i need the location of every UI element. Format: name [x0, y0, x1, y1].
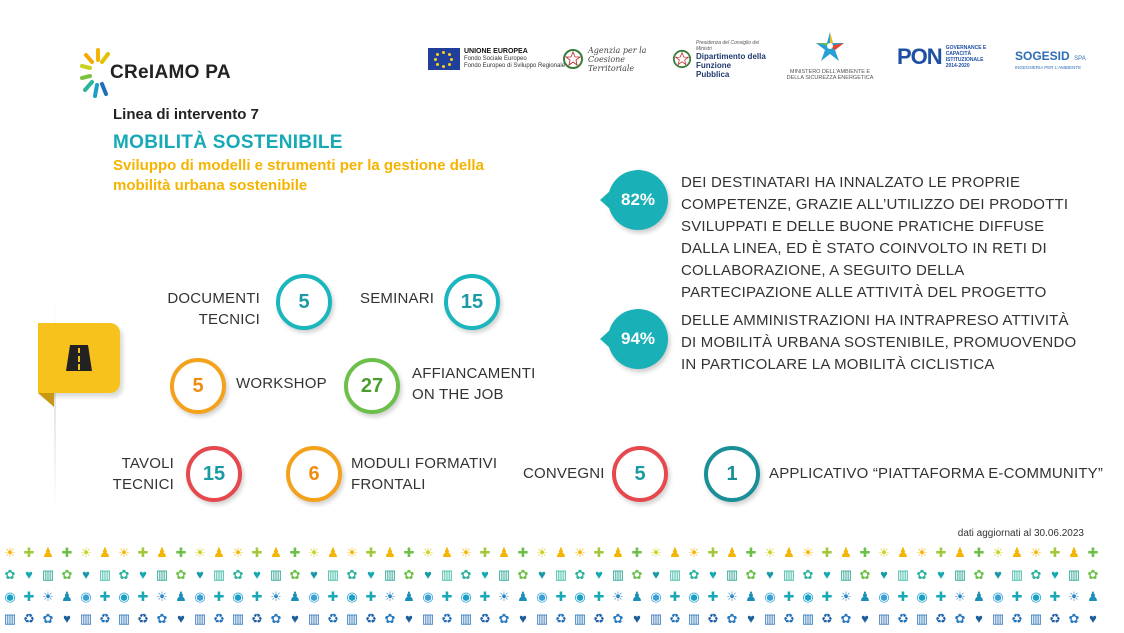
bin-icon: ▥: [383, 567, 397, 582]
leaf-icon: ✿: [612, 611, 624, 626]
bin-icon: ▥: [1029, 611, 1043, 626]
sun-icon: ☀: [346, 545, 358, 560]
bin-icon: ▥: [763, 611, 777, 626]
leaf-icon: ✿: [4, 567, 16, 582]
heart-icon: ♥: [139, 567, 147, 582]
recycle-icon: ♻: [593, 611, 605, 626]
pon-sub: GOVERNANCE E CAPACITÀ ISTITUZIONALE 2014-2020: [945, 45, 987, 69]
person-icon: ♟: [61, 589, 73, 604]
bin-icon: ▥: [1010, 567, 1024, 582]
globe-icon: ◉: [688, 589, 700, 604]
icon-pattern: [0, 542, 1124, 633]
bin-icon: ▥: [345, 611, 359, 626]
sun-icon: ☀: [536, 545, 548, 560]
recycle-icon: ♻: [1011, 611, 1023, 626]
sun-icon: ☀: [270, 589, 282, 604]
stat-value-2: 94%: [608, 309, 668, 369]
moduli-value: 6: [286, 446, 342, 502]
person-icon: ♟: [745, 589, 757, 604]
heart-icon: ♥: [291, 611, 299, 626]
plus-icon: ✚: [555, 589, 567, 604]
sogesid-text: SOGESID: [1015, 49, 1070, 63]
leaf-icon: ✿: [289, 567, 301, 582]
plus-icon: ✚: [1011, 589, 1023, 604]
sun-icon: ☀: [156, 589, 168, 604]
leaf-icon: ✿: [61, 567, 73, 582]
leaf-icon: ✿: [802, 567, 814, 582]
recycle-icon: ♻: [707, 611, 719, 626]
leaf-icon: ✿: [688, 567, 700, 582]
sun-icon: ☀: [498, 589, 510, 604]
bin-icon: ▥: [554, 567, 568, 582]
globe-icon: ◉: [194, 589, 206, 604]
globe-icon: ◉: [118, 589, 130, 604]
bin-icon: ▥: [307, 611, 321, 626]
recycle-icon: ♻: [479, 611, 491, 626]
globe-icon: ◉: [992, 589, 1004, 604]
leaf-icon: ✿: [916, 567, 928, 582]
stat-text-1: DEI DESTINATARI HA INNALZATO LE PROPRIE COMPETENZE, GRAZIE ALL’UTILIZZO DEI PRODOTTI SVILUPPATI E DELLE BUONE PRATICHE DIFFUSE DALLA LINEA, ED È STATO COINVOLTO IN RETI DI COLLABORAZIONE, A SEGUITO DELLA PARTECIPAZIONE ALLE ATTIVITÀ DEL PROGETTO: [681, 174, 1069, 301]
leaf-icon: ✿: [517, 567, 529, 582]
plus-icon: ✚: [745, 545, 757, 560]
bin-icon: ▥: [326, 567, 340, 582]
bin-icon: ▥: [155, 567, 169, 582]
globe-icon: ◉: [650, 589, 662, 604]
heart-icon: ♥: [253, 567, 261, 582]
person-icon: ♟: [1011, 545, 1023, 560]
road-badge: [38, 323, 120, 393]
plus-icon: ✚: [897, 589, 909, 604]
person-icon: ♟: [403, 589, 415, 604]
plus-icon: ✚: [99, 589, 111, 604]
person-icon: ♟: [783, 545, 795, 560]
person-icon: ♟: [384, 545, 396, 560]
sun-icon: ☀: [764, 545, 776, 560]
bin-icon: ▥: [611, 567, 625, 582]
sun-icon: ☀: [384, 589, 396, 604]
heart-icon: ♥: [823, 567, 831, 582]
recycle-icon: ♻: [1049, 611, 1061, 626]
heart-icon: ♥: [652, 567, 660, 582]
bin-icon: ▥: [573, 611, 587, 626]
leaf-icon: ✿: [574, 567, 586, 582]
globe-icon: ◉: [422, 589, 434, 604]
plus-icon: ✚: [935, 545, 947, 560]
leaf-icon: ✿: [42, 611, 54, 626]
plus-icon: ✚: [707, 589, 719, 604]
sun-icon: ☀: [992, 545, 1004, 560]
heart-icon: ♥: [1089, 611, 1097, 626]
heart-icon: ♥: [709, 567, 717, 582]
plus-icon: ✚: [403, 545, 415, 560]
bin-icon: ▥: [41, 567, 55, 582]
person-icon: ♟: [726, 545, 738, 560]
heart-icon: ♥: [766, 567, 774, 582]
globe-icon: ◉: [574, 589, 586, 604]
person-icon: ♟: [1087, 589, 1099, 604]
heart-icon: ♥: [519, 611, 527, 626]
eu-line2: Fondo Europeo di Sviluppo Regionale: [464, 63, 566, 69]
leaf-icon: ✿: [270, 611, 282, 626]
sun-icon: ☀: [688, 545, 700, 560]
globe-icon: ◉: [1030, 589, 1042, 604]
bin-icon: ▥: [649, 611, 663, 626]
person-icon: ♟: [213, 545, 225, 560]
plus-icon: ✚: [23, 589, 35, 604]
documenti-value: 5: [276, 274, 332, 330]
heart-icon: ♥: [633, 611, 641, 626]
heart-icon: ♥: [481, 567, 489, 582]
seminari-label: SEMINARI: [360, 290, 435, 307]
person-icon: ♟: [612, 545, 624, 560]
plus-icon: ✚: [479, 589, 491, 604]
plus-icon: ✚: [935, 589, 947, 604]
globe-icon: ◉: [308, 589, 320, 604]
sogesid-spa: SPA: [1074, 56, 1086, 62]
convegni-label: CONVEGNI: [523, 465, 605, 482]
sun-icon: ☀: [460, 545, 472, 560]
stat-text-2: DELLE AMMINISTRAZIONI HA INTRAPRESO ATTIVITÀ DI MOBILITÀ URBANA SOSTENIBILE, PROMUOVENDO IN PARTICOLARE LA MOBILITÀ CICLISTICA: [681, 312, 1077, 373]
leaf-icon: ✿: [973, 567, 985, 582]
plus-icon: ✚: [1049, 545, 1061, 560]
globe-icon: ◉: [80, 589, 92, 604]
plus-icon: ✚: [23, 545, 35, 560]
seminari-value: 15: [444, 274, 500, 330]
plus-icon: ✚: [251, 589, 263, 604]
emblem-icon: [672, 48, 692, 70]
recycle-icon: ♻: [327, 611, 339, 626]
leaf-icon: ✿: [346, 567, 358, 582]
leaf-icon: ✿: [1030, 567, 1042, 582]
sun-icon: ☀: [878, 545, 890, 560]
bin-icon: ▥: [801, 611, 815, 626]
person-icon: ♟: [42, 545, 54, 560]
bin-icon: ▥: [231, 611, 245, 626]
sun-icon: ☀: [802, 545, 814, 560]
globe-icon: ◉: [460, 589, 472, 604]
bin-icon: ▥: [421, 611, 435, 626]
heart-icon: ♥: [975, 611, 983, 626]
bin-icon: ▥: [193, 611, 207, 626]
affiancamenti-value: 27: [344, 358, 400, 414]
sun-icon: ☀: [80, 545, 92, 560]
road-icon: [38, 323, 120, 393]
sun-icon: ☀: [194, 545, 206, 560]
heart-icon: ♥: [747, 611, 755, 626]
plus-icon: ✚: [707, 545, 719, 560]
leaf-icon: ✿: [745, 567, 757, 582]
leaf-icon: ✿: [840, 611, 852, 626]
heart-icon: ♥: [861, 611, 869, 626]
plus-icon: ✚: [1049, 589, 1061, 604]
globe-icon: ◉: [536, 589, 548, 604]
bin-icon: ▥: [79, 611, 93, 626]
person-icon: ♟: [99, 545, 111, 560]
plus-icon: ✚: [631, 545, 643, 560]
bin-icon: ▥: [839, 567, 853, 582]
plus-icon: ✚: [289, 545, 301, 560]
bin-icon: ▥: [668, 567, 682, 582]
tavoli-value: 15: [186, 446, 242, 502]
documenti-label: DOCUMENTI TECNICI: [167, 290, 260, 328]
pon-logo: [897, 42, 990, 72]
affiancamenti-label: AFFIANCAMENTI ON THE JOB: [412, 365, 536, 403]
person-icon: ♟: [270, 545, 282, 560]
bin-icon: ▥: [269, 567, 283, 582]
heart-icon: ♥: [367, 567, 375, 582]
leaf-icon: ✿: [384, 611, 396, 626]
bin-icon: ▥: [212, 567, 226, 582]
plus-icon: ✚: [327, 589, 339, 604]
person-icon: ♟: [897, 545, 909, 560]
heart-icon: ♥: [177, 611, 185, 626]
person-icon: ♟: [1068, 545, 1080, 560]
applicativo-value: 1: [704, 446, 760, 502]
stat-value-1: 82%: [608, 170, 668, 230]
applicativo-label: APPLICATIVO “PIATTAFORMA E-COMMUNITY”: [769, 465, 1104, 482]
heart-icon: ♥: [595, 567, 603, 582]
eu-logo: [428, 44, 565, 74]
sun-icon: ☀: [308, 545, 320, 560]
person-icon: ♟: [840, 545, 852, 560]
person-icon: ♟: [517, 589, 529, 604]
sun-icon: ☀: [4, 545, 16, 560]
emblem-icon: [562, 47, 584, 71]
person-icon: ♟: [669, 545, 681, 560]
star-icon: [812, 30, 848, 64]
eu-flag-icon: [428, 48, 460, 70]
plus-icon: ✚: [821, 545, 833, 560]
recycle-icon: ♻: [23, 611, 35, 626]
bin-icon: ▥: [782, 567, 796, 582]
heart-icon: ♥: [82, 567, 90, 582]
leaf-icon: ✿: [232, 567, 244, 582]
leaf-icon: ✿: [954, 611, 966, 626]
plus-icon: ✚: [593, 589, 605, 604]
bin-icon: ▥: [915, 611, 929, 626]
plus-icon: ✚: [1087, 545, 1099, 560]
plus-icon: ✚: [973, 545, 985, 560]
bin-icon: ▥: [725, 567, 739, 582]
plus-icon: ✚: [441, 589, 453, 604]
workshop-label: WORKSHOP: [236, 375, 327, 392]
plus-icon: ✚: [517, 545, 529, 560]
ministero-text: MINISTERO DELL'AMBIENTE E DELLA SICUREZZA ENERGETICA: [786, 69, 874, 81]
person-icon: ♟: [156, 545, 168, 560]
moduli-label: MODULI FORMATIVI FRONTALI: [351, 455, 498, 493]
plus-icon: ✚: [213, 589, 225, 604]
badge-fold: [38, 393, 54, 407]
recycle-icon: ♻: [783, 611, 795, 626]
globe-icon: ◉: [916, 589, 928, 604]
sogesid-sub: INGEGNERIA PER L'AMBIENTE: [1015, 65, 1082, 70]
plus-icon: ✚: [137, 545, 149, 560]
heart-icon: ♥: [937, 567, 945, 582]
leaf-icon: ✿: [859, 567, 871, 582]
sun-icon: ☀: [42, 589, 54, 604]
sun-icon: ☀: [840, 589, 852, 604]
heart-icon: ♥: [880, 567, 888, 582]
leaf-icon: ✿: [403, 567, 415, 582]
agenzia-logo: [562, 44, 650, 74]
tavoli-label: TAVOLI TECNICI: [112, 455, 174, 493]
plus-icon: ✚: [593, 545, 605, 560]
bin-icon: ▥: [896, 567, 910, 582]
bin-icon: ▥: [877, 611, 891, 626]
sun-icon: ☀: [118, 545, 130, 560]
person-icon: ♟: [175, 589, 187, 604]
bin-icon: ▥: [953, 567, 967, 582]
heart-icon: ♥: [196, 567, 204, 582]
convegni-value: 5: [612, 446, 668, 502]
recycle-icon: ♻: [365, 611, 377, 626]
leaf-icon: ✿: [118, 567, 130, 582]
bin-icon: ▥: [98, 567, 112, 582]
sun-icon: ☀: [232, 545, 244, 560]
bin-icon: ▥: [991, 611, 1005, 626]
sun-icon: ☀: [916, 545, 928, 560]
leaf-icon: ✿: [156, 611, 168, 626]
person-icon: ♟: [327, 545, 339, 560]
plus-icon: ✚: [783, 589, 795, 604]
recycle-icon: ♻: [213, 611, 225, 626]
eu-title: UNIONE EUROPEA: [464, 48, 528, 55]
recycle-icon: ♻: [935, 611, 947, 626]
plus-icon: ✚: [175, 545, 187, 560]
sogesid-logo: [1015, 47, 1086, 70]
logo: [80, 48, 108, 100]
plus-icon: ✚: [61, 545, 73, 560]
leaf-icon: ✿: [460, 567, 472, 582]
leaf-icon: ✿: [1068, 611, 1080, 626]
heart-icon: ♥: [538, 567, 546, 582]
sun-icon: ☀: [726, 589, 738, 604]
bin-icon: ▥: [1067, 567, 1081, 582]
sun-icon: ☀: [612, 589, 624, 604]
heart-icon: ♥: [994, 567, 1002, 582]
sun-icon: ☀: [574, 545, 586, 560]
person-icon: ♟: [441, 545, 453, 560]
globe-icon: ◉: [4, 589, 16, 604]
funzione-text: Dipartimento della Funzione Pubblica: [696, 51, 766, 79]
person-icon: ♟: [631, 589, 643, 604]
logo-mark-icon: [80, 48, 110, 102]
bin-icon: ▥: [3, 611, 17, 626]
funzione-pubblica-logo: [672, 39, 766, 79]
workshop-value: 5: [170, 358, 226, 414]
recycle-icon: ♻: [555, 611, 567, 626]
agenzia-text: Agenzia per la Coesione Territoriale: [588, 45, 647, 73]
recycle-icon: ♻: [669, 611, 681, 626]
leaf-icon: ✿: [498, 611, 510, 626]
funzione-pre: Presidenza del Consiglio dei Ministri: [696, 39, 760, 52]
bin-icon: ▥: [459, 611, 473, 626]
plus-icon: ✚: [365, 545, 377, 560]
plus-icon: ✚: [669, 589, 681, 604]
line-title: Linea di intervento 7: [113, 106, 259, 123]
globe-icon: ◉: [232, 589, 244, 604]
sun-icon: ☀: [422, 545, 434, 560]
person-icon: ♟: [498, 545, 510, 560]
bin-icon: ▥: [497, 567, 511, 582]
pon-text: PON: [897, 44, 942, 69]
plus-icon: ✚: [479, 545, 491, 560]
sun-icon: ☀: [1068, 589, 1080, 604]
recycle-icon: ♻: [137, 611, 149, 626]
plus-icon: ✚: [251, 545, 263, 560]
eu-line1: Fondo Sociale Europeo: [464, 56, 527, 62]
recycle-icon: ♻: [821, 611, 833, 626]
recycle-icon: ♻: [441, 611, 453, 626]
main-title: MOBILITÀ SOSTENIBILE: [113, 132, 343, 153]
heart-icon: ♥: [310, 567, 318, 582]
heart-icon: ♥: [63, 611, 71, 626]
recycle-icon: ♻: [99, 611, 111, 626]
sun-icon: ☀: [954, 589, 966, 604]
recycle-icon: ♻: [251, 611, 263, 626]
bin-icon: ▥: [687, 611, 701, 626]
person-icon: ♟: [954, 545, 966, 560]
globe-icon: ◉: [764, 589, 776, 604]
leaf-icon: ✿: [726, 611, 738, 626]
bin-icon: ▥: [535, 611, 549, 626]
person-icon: ♟: [859, 589, 871, 604]
sun-icon: ☀: [650, 545, 662, 560]
bin-icon: ▥: [117, 611, 131, 626]
leaf-icon: ✿: [175, 567, 187, 582]
heart-icon: ♥: [405, 611, 413, 626]
globe-icon: ◉: [878, 589, 890, 604]
leaf-icon: ✿: [1087, 567, 1099, 582]
plus-icon: ✚: [365, 589, 377, 604]
sun-icon: ☀: [1030, 545, 1042, 560]
logo-text: CReIAMO PA: [110, 62, 231, 83]
subtitle: Sviluppo di modelli e strumenti per la gestione della mobilità urbana sostenibile: [113, 157, 484, 194]
update-date: dati aggiornati al 30.06.2023: [957, 528, 1084, 539]
globe-icon: ◉: [346, 589, 358, 604]
person-icon: ♟: [289, 589, 301, 604]
heart-icon: ♥: [1051, 567, 1059, 582]
bin-icon: ▥: [440, 567, 454, 582]
leaf-icon: ✿: [631, 567, 643, 582]
person-icon: ♟: [973, 589, 985, 604]
recycle-icon: ♻: [897, 611, 909, 626]
ministero-logo: [785, 30, 875, 81]
plus-icon: ✚: [821, 589, 833, 604]
plus-icon: ✚: [859, 545, 871, 560]
plus-icon: ✚: [137, 589, 149, 604]
heart-icon: ♥: [25, 567, 33, 582]
person-icon: ♟: [555, 545, 567, 560]
heart-icon: ♥: [424, 567, 432, 582]
globe-icon: ◉: [802, 589, 814, 604]
